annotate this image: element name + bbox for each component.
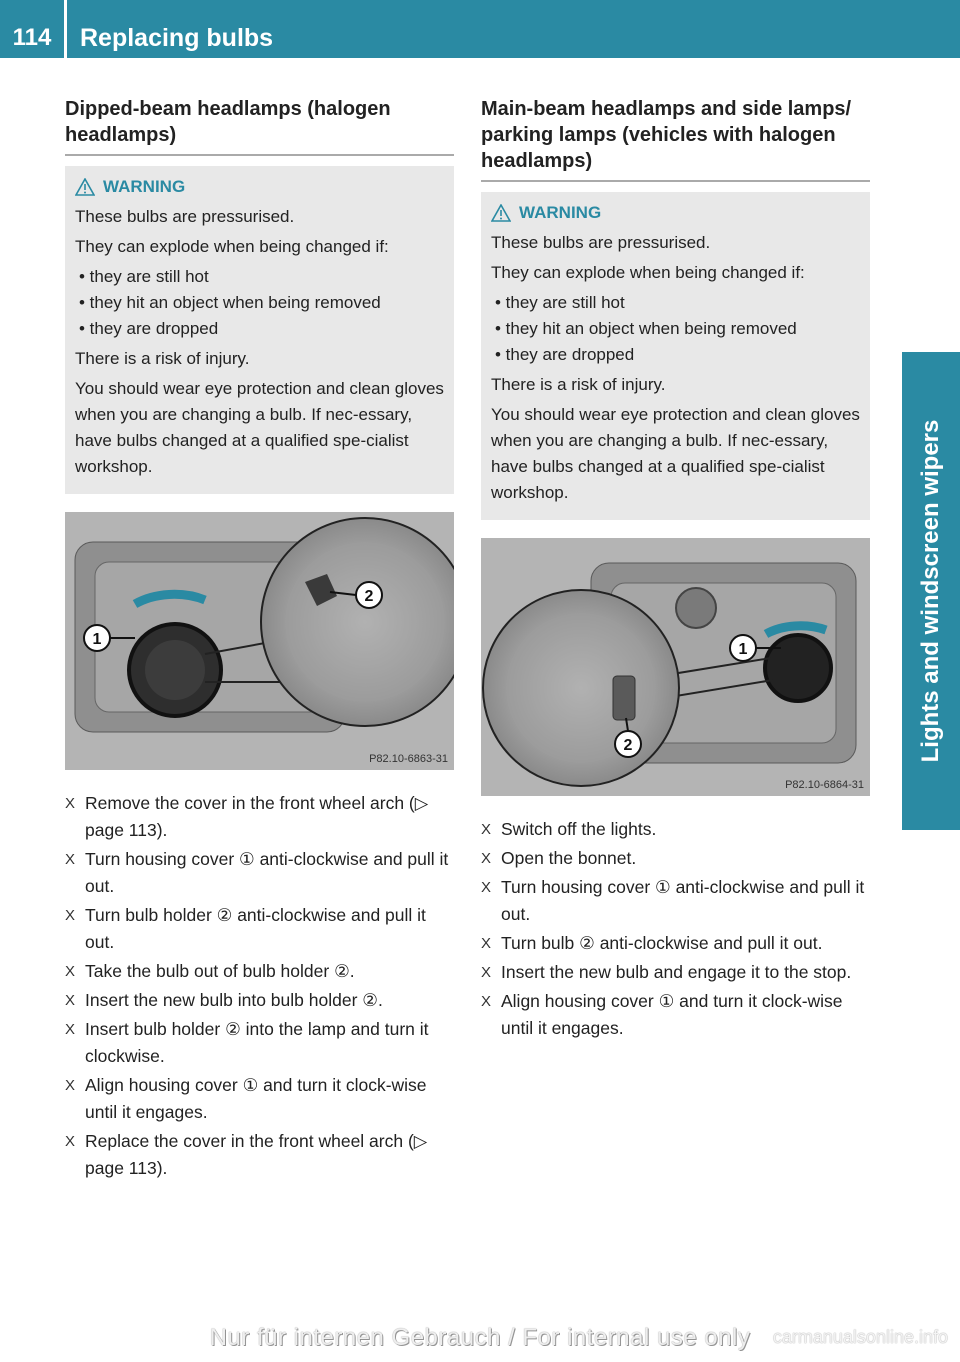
figure-code: P82.10-6864-31: [785, 779, 864, 791]
warning-header: [491, 200, 860, 226]
step-item: [65, 1128, 454, 1182]
step-text: Take the bulb out of bulb holder ②.: [85, 961, 355, 981]
step-text: Turn housing cover ① anti-clockwise and pull it out.: [85, 849, 449, 896]
step-text: Replace the cover in the front wheel arch (▷ page 113).: [85, 1131, 428, 1178]
right-heading: Main-beam headlamps and side lamps/ parking lamps (vehicles with halogen headlamps): [481, 96, 870, 182]
step-item: [481, 988, 870, 1042]
warning-title: WARNING: [519, 203, 602, 222]
step-item: [65, 790, 454, 844]
callout-2: 2: [364, 588, 374, 605]
left-warning-box: [65, 166, 454, 494]
internal-use-watermark: Nur für internen Gebrauch / For internal use only: [209, 1324, 751, 1351]
step-item: [481, 930, 870, 957]
warning-text: There is a risk of injury.: [75, 349, 250, 368]
step-item: [65, 902, 454, 956]
step-text: Insert bulb holder ② into the lamp and turn it clockwise.: [85, 1019, 429, 1066]
step-marker-icon: X: [65, 1021, 76, 1038]
warning-header: [75, 174, 444, 200]
warning-bullet: • they hit an object when being removed: [495, 319, 797, 338]
step-text: Align housing cover ① and turn it clock-wise until it engages.: [501, 991, 843, 1038]
step-marker-icon: X: [65, 992, 76, 1009]
step-item: [481, 959, 870, 986]
step-text: Switch off the lights.: [501, 819, 657, 839]
section-title: Replacing bulbs: [80, 24, 274, 52]
step-marker-icon: X: [481, 993, 492, 1010]
step-item: [481, 816, 870, 843]
step-marker-icon: X: [481, 935, 492, 952]
step-marker-icon: X: [481, 879, 492, 896]
left-column: [65, 96, 454, 1184]
side-tab-label: Lights and windscreen wipers: [917, 419, 944, 763]
warning-bullets: [491, 290, 860, 368]
warning-bullet: • they are dropped: [495, 345, 635, 364]
warning-bullet: • they hit an object when being removed: [79, 293, 381, 312]
figure-code: P82.10-6863-31: [369, 753, 448, 765]
step-text: Turn bulb ② anti-clockwise and pull it out.: [501, 933, 823, 953]
step-item: [65, 846, 454, 900]
headlamp-illustration: [65, 512, 454, 770]
step-text: Align housing cover ① and turn it clock-wise until it engages.: [85, 1075, 427, 1122]
right-warning-box: [481, 192, 870, 520]
step-text: Turn bulb holder ② anti-clockwise and pull it out.: [85, 905, 426, 952]
step-item: [65, 987, 454, 1014]
left-heading: Dipped-beam headlamps (halogen headlamps): [65, 96, 454, 156]
warning-bullet: • they are dropped: [79, 319, 219, 338]
step-marker-icon: X: [65, 851, 76, 868]
right-column: [481, 96, 870, 1044]
step-item: [65, 958, 454, 985]
side-tab-label-wrap: [902, 352, 960, 830]
warning-bullet: • they are still hot: [495, 293, 625, 312]
source-watermark: carmanualsonline.info: [772, 1327, 948, 1347]
callout-1: 1: [738, 641, 748, 658]
right-headlamp-figure: [481, 538, 870, 796]
callout-2: 2: [623, 737, 633, 754]
step-marker-icon: X: [481, 850, 492, 867]
step-marker-icon: X: [481, 964, 492, 981]
right-steps: [481, 816, 870, 1042]
warning-text: These bulbs are pressurised.: [75, 207, 295, 226]
side-tab-gap: [902, 58, 960, 352]
warning-bullet: • they are still hot: [79, 267, 209, 286]
step-marker-icon: X: [65, 907, 76, 924]
step-text: Turn housing cover ① anti-clockwise and pull it out.: [501, 877, 865, 924]
warning-text: These bulbs are pressurised.: [491, 233, 711, 252]
header-divider: [64, 0, 67, 58]
step-item: [481, 845, 870, 872]
step-text: Insert the new bulb and engage it to the stop.: [501, 962, 852, 982]
step-item: [65, 1072, 454, 1126]
left-steps: [65, 790, 454, 1182]
warning-title: WARNING: [103, 177, 186, 196]
warning-bullets: [75, 264, 444, 342]
warning-text: You should wear eye protection and clean gloves when you are changing a bulb. If nec-essary, have bulbs changed at a qualified spe-cialist workshop.: [491, 405, 860, 502]
warning-triangle-icon: [75, 178, 95, 196]
warning-text: You should wear eye protection and clean gloves when you are changing a bulb. If nec-essary, have bulbs changed at a qualified spe-cialist workshop.: [75, 379, 444, 476]
warning-text: They can explode when being changed if:: [491, 263, 805, 282]
step-item: [65, 1016, 454, 1070]
left-headlamp-figure: [65, 512, 454, 770]
headlamp-illustration: [481, 538, 870, 796]
step-item: [481, 874, 870, 928]
step-text: Open the bonnet.: [501, 848, 637, 868]
step-marker-icon: X: [481, 821, 492, 838]
warning-text: There is a risk of injury.: [491, 375, 666, 394]
step-text: Remove the cover in the front wheel arch (▷ page 113).: [85, 793, 429, 840]
step-marker-icon: X: [65, 963, 76, 980]
warning-text: They can explode when being changed if:: [75, 237, 389, 256]
page-number: 114: [12, 24, 52, 51]
step-marker-icon: X: [65, 1077, 76, 1094]
warning-triangle-icon: [491, 204, 511, 222]
step-marker-icon: X: [65, 795, 76, 812]
step-text: Insert the new bulb into bulb holder ②.: [85, 990, 383, 1010]
callout-1: 1: [92, 631, 102, 648]
step-marker-icon: X: [65, 1133, 76, 1150]
